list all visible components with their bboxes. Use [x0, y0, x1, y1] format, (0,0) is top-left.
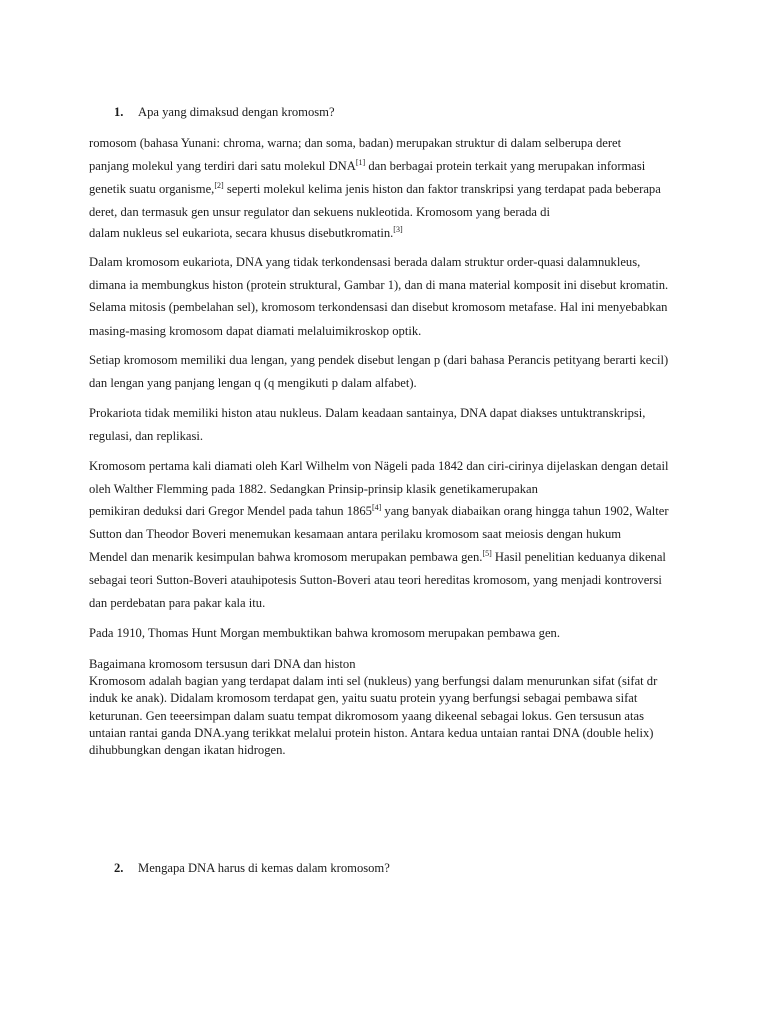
paragraph-line: Sutton dan Theodor Boveri menemukan kesamaan antara perilaku kromosom saat meiosis dengan hukum — [89, 527, 622, 541]
paragraph-line: regulasi, dan replikasi. — [89, 429, 204, 443]
question-text: Apa yang dimaksud dengan kromosm? — [138, 105, 335, 119]
section-title: Bagaimana kromosom tersusun dari DNA dan histon — [89, 657, 356, 671]
paragraph-line: oleh Walther Flemming pada 1882. Sedangkan Prinsip-prinsip klasik genetikamerupakan — [89, 482, 538, 496]
paragraph-line: Setiap kromosom memiliki dua lengan, yang pendek disebut lengan p (dari bahasa Perancis petityang berarti kecil) — [89, 353, 669, 367]
paragraph-line: romosom (bahasa Yunani: chroma, warna; dan soma, badan) merupakan struktur di dalam selberupa deret — [89, 136, 622, 150]
paragraph-line: Dalam kromosom eukariota, DNA yang tidak terkondensasi berada dalam struktur order-quasi dalamnukleus, — [89, 255, 641, 269]
citation-ref[interactable]: [2] — [214, 181, 224, 190]
paragraph-line: pemikiran deduksi dari Gregor Mendel pada tahun 1865[4] yang banyak diabaikan orang hingga tahun 1902, Walter — [89, 503, 669, 518]
paragraph-line: untaian rantai ganda DNA.yang terikkat melalui protein histon. Antara kedua untaian rantai DNA (double helix) — [89, 726, 654, 740]
citation-ref[interactable]: [1] — [355, 158, 366, 167]
paragraph-line: deret, dan termasuk gen unsur regulator dan sekuens nukleotida. Kromosom yang berada di — [89, 205, 550, 219]
paragraph-line: induk ke anak). Didalam kromosom terdapat gen, yaitu suatu protein yyang berfungsi sebagai pembawa sifat — [89, 691, 638, 705]
question-text: Mengapa DNA harus di kemas dalam kromosom? — [138, 861, 390, 875]
paragraph-line: dan lengan yang panjang lengan q (q mengikuti p dalam alfabet). — [89, 376, 417, 390]
paragraph-line: Mendel dan menarik kesimpulan bahwa kromosom merupakan pembawa gen.[5] Hasil penelitian keduanya dikenal — [89, 549, 666, 564]
paragraph-line: masing-masing kromosom dapat diamati melaluimikroskop optik. — [89, 324, 422, 338]
paragraph-line: keturunan. Gen teeersimpan dalam suatu tempat dikromosom yaang dikeenal sebagai lokus. Gen tersusun atas — [89, 709, 645, 723]
paragraph-line: dihubbungkan dengan ikatan hidrogen. — [89, 743, 286, 757]
citation-ref[interactable]: [4] — [371, 503, 382, 512]
paragraph-line: dalam nukleus sel eukariota, secara khusus disebutkromatin.[3] — [89, 225, 403, 240]
paragraph-line: dan perdebatan para pakar kala itu. — [89, 596, 266, 610]
paragraph-line: Selama mitosis (pembelahan sel), kromosom terkondensasi dan disebut kromosom metafase. Hal ini menyebabkan — [89, 300, 668, 314]
paragraph-line: genetik suatu organisme,[2] seperti molekul kelima jenis histon dan faktor transkripsi yang terdapat pada beberapa — [89, 181, 661, 196]
paragraph-line: panjang molekul yang terdiri dari satu molekul DNA[1] dan berbagai protein terkait yang merupakan informasi — [89, 158, 646, 173]
paragraph-line: Kromosom pertama kali diamati oleh Karl Wilhelm von Nägeli pada 1842 dan ciri-cirinya dijelaskan dengan detail — [89, 459, 669, 473]
paragraph-line: dimana ia membungkus histon (protein struktural, Gambar 1), dan di mana material komposit ini disebut kromatin. — [89, 278, 669, 292]
citation-ref[interactable]: [3] — [393, 225, 403, 234]
question-number: 1. — [114, 105, 124, 119]
paragraph-line: sebagai teori Sutton-Boveri atauhipotesis Sutton-Boveri atau teori hereditas kromosom, yang menjadi kontroversi — [89, 573, 662, 587]
paragraph-line: Pada 1910, Thomas Hunt Morgan membuktikan bahwa kromosom merupakan pembawa gen. — [89, 626, 561, 640]
question-number: 2. — [114, 861, 124, 875]
paragraph-line: Prokariota tidak memiliki histon atau nukleus. Dalam keadaan santainya, DNA dapat diakses untuktranskripsi, — [89, 406, 646, 420]
paragraph-line: Kromosom adalah bagian yang terdapat dalam inti sel (nukleus) yang berfungsi dalam menurunkan sifat (sifat dr — [89, 674, 658, 688]
citation-ref[interactable]: [5] — [482, 549, 492, 558]
